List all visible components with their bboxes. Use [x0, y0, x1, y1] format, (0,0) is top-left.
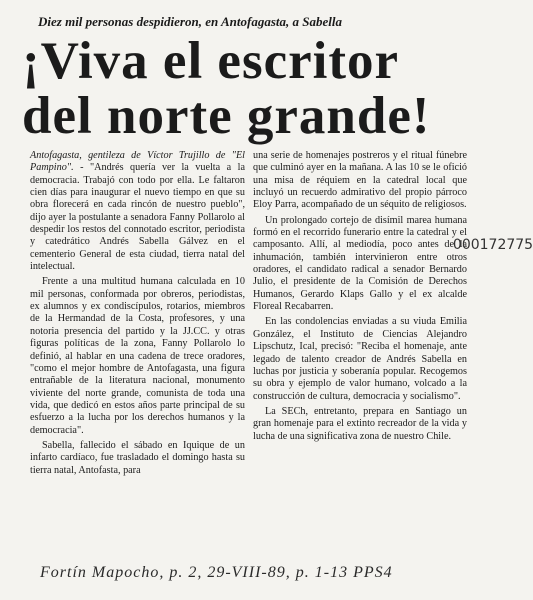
- paragraph-text: - "Andrés quería ver la vuelta a la democracia. Trabajó con todo por ella. Le faltaron cien días para inaugurar el nuevo tiempo en que su obra florecerá en cada rincón de nuestro pueblo", dijo ayer la postulante a senadora Fanny Pollarolo al despedir los restos del connotado escritor, periodista y catedrático Andrés Sabella Gálvez en el cementerio General de esta ciudad, tierra natal del intelectual.: [30, 162, 245, 273]
- handwritten-note: Fortín Mapocho, p. 2, 29-VIII-89, p. 1-13 PPS4: [40, 564, 393, 581]
- kicker: Diez mil personas despidieron, en Antofagasta, a Sabella: [38, 14, 342, 29]
- headline-line-1: ¡Viva el escritor: [22, 32, 400, 90]
- article-paragraph: Sabella, fallecido el sábado en Iquique de un infarto cardíaco, fue trasladado el domingo hasta su tierra natal, Antofasta, para: [30, 439, 245, 476]
- article-column-left: [30, 150, 245, 480]
- headline-line-2: del norte grande!: [22, 87, 431, 145]
- article-paragraph: Un prolongado cortejo de disímil marea humana formó en el recorrido funerario entre la catedral y el camposanto. Allí, al mediodía, poco antes de la inhumación, también intervinieron entre otros oradores, el candidato radical a senador Bernardo Julio, el presidente de la Comisión de Derechos Humanos, Gerardo Klaps Gallo y el ex alcalde Floreal Recabarren.: [253, 214, 467, 313]
- article-paragraph: Frente a una multitud humana calculada en 10 mil personas, conformada por obreros, periodistas, ex alumnos y ex condiscípulos, rotarios, miembros de la Hermandad de la Costa, profesores, y una notoria presencia del partido y la JJ.CC. y otras figuras políticas de la zona, Fanny Pollarolo lo definió, al hablar en una cadena de trece oradores, "como el mejor hombre de Antofagasta, una figura entrañable de la literatura nacional, monumento viviente del norte grande, comunista de toda una vida, que dedicó en estos años parte principal de su esfuerzo a la lucha por los derechos humanos y la democracia".: [30, 276, 245, 436]
- article-column-right: [253, 150, 467, 446]
- article-paragraph: [30, 150, 245, 273]
- article-paragraph: una serie de homenajes postreros y el ritual fúnebre que culminó ayer en la mañana. A las 10 se le ofició una misa de réquiem en la catedral local que incluyó un recuerdo admirativo del propio párroco Eloy Parra, acompañado de un séquito de religiosos.: [253, 150, 467, 211]
- archive-code: 000172775: [452, 237, 533, 254]
- headline: [22, 34, 431, 144]
- article-paragraph: La SECh, entretanto, prepara en Santiago un gran homenaje para el extinto recreador de la vida y lucha de una significativa zona de nuestro Chile.: [253, 405, 467, 442]
- article-paragraph: En las condolencias enviadas a su viuda Emilia González, el Instituto de Ciencias Alejandro Lipschutz, Ical, precisó: "Reciba el homenaje, ante legado de talento creador de Andrés Sabella en luchas por justicia y soberanía popular. Recogemos su obra y ejemplo de valor humano, volcado a la construcción de cultura, democracia y socialismo".: [253, 316, 467, 402]
- byline: Antofagasta, gentileza de Víctor Trujillo de "El Pampino".: [30, 150, 245, 174]
